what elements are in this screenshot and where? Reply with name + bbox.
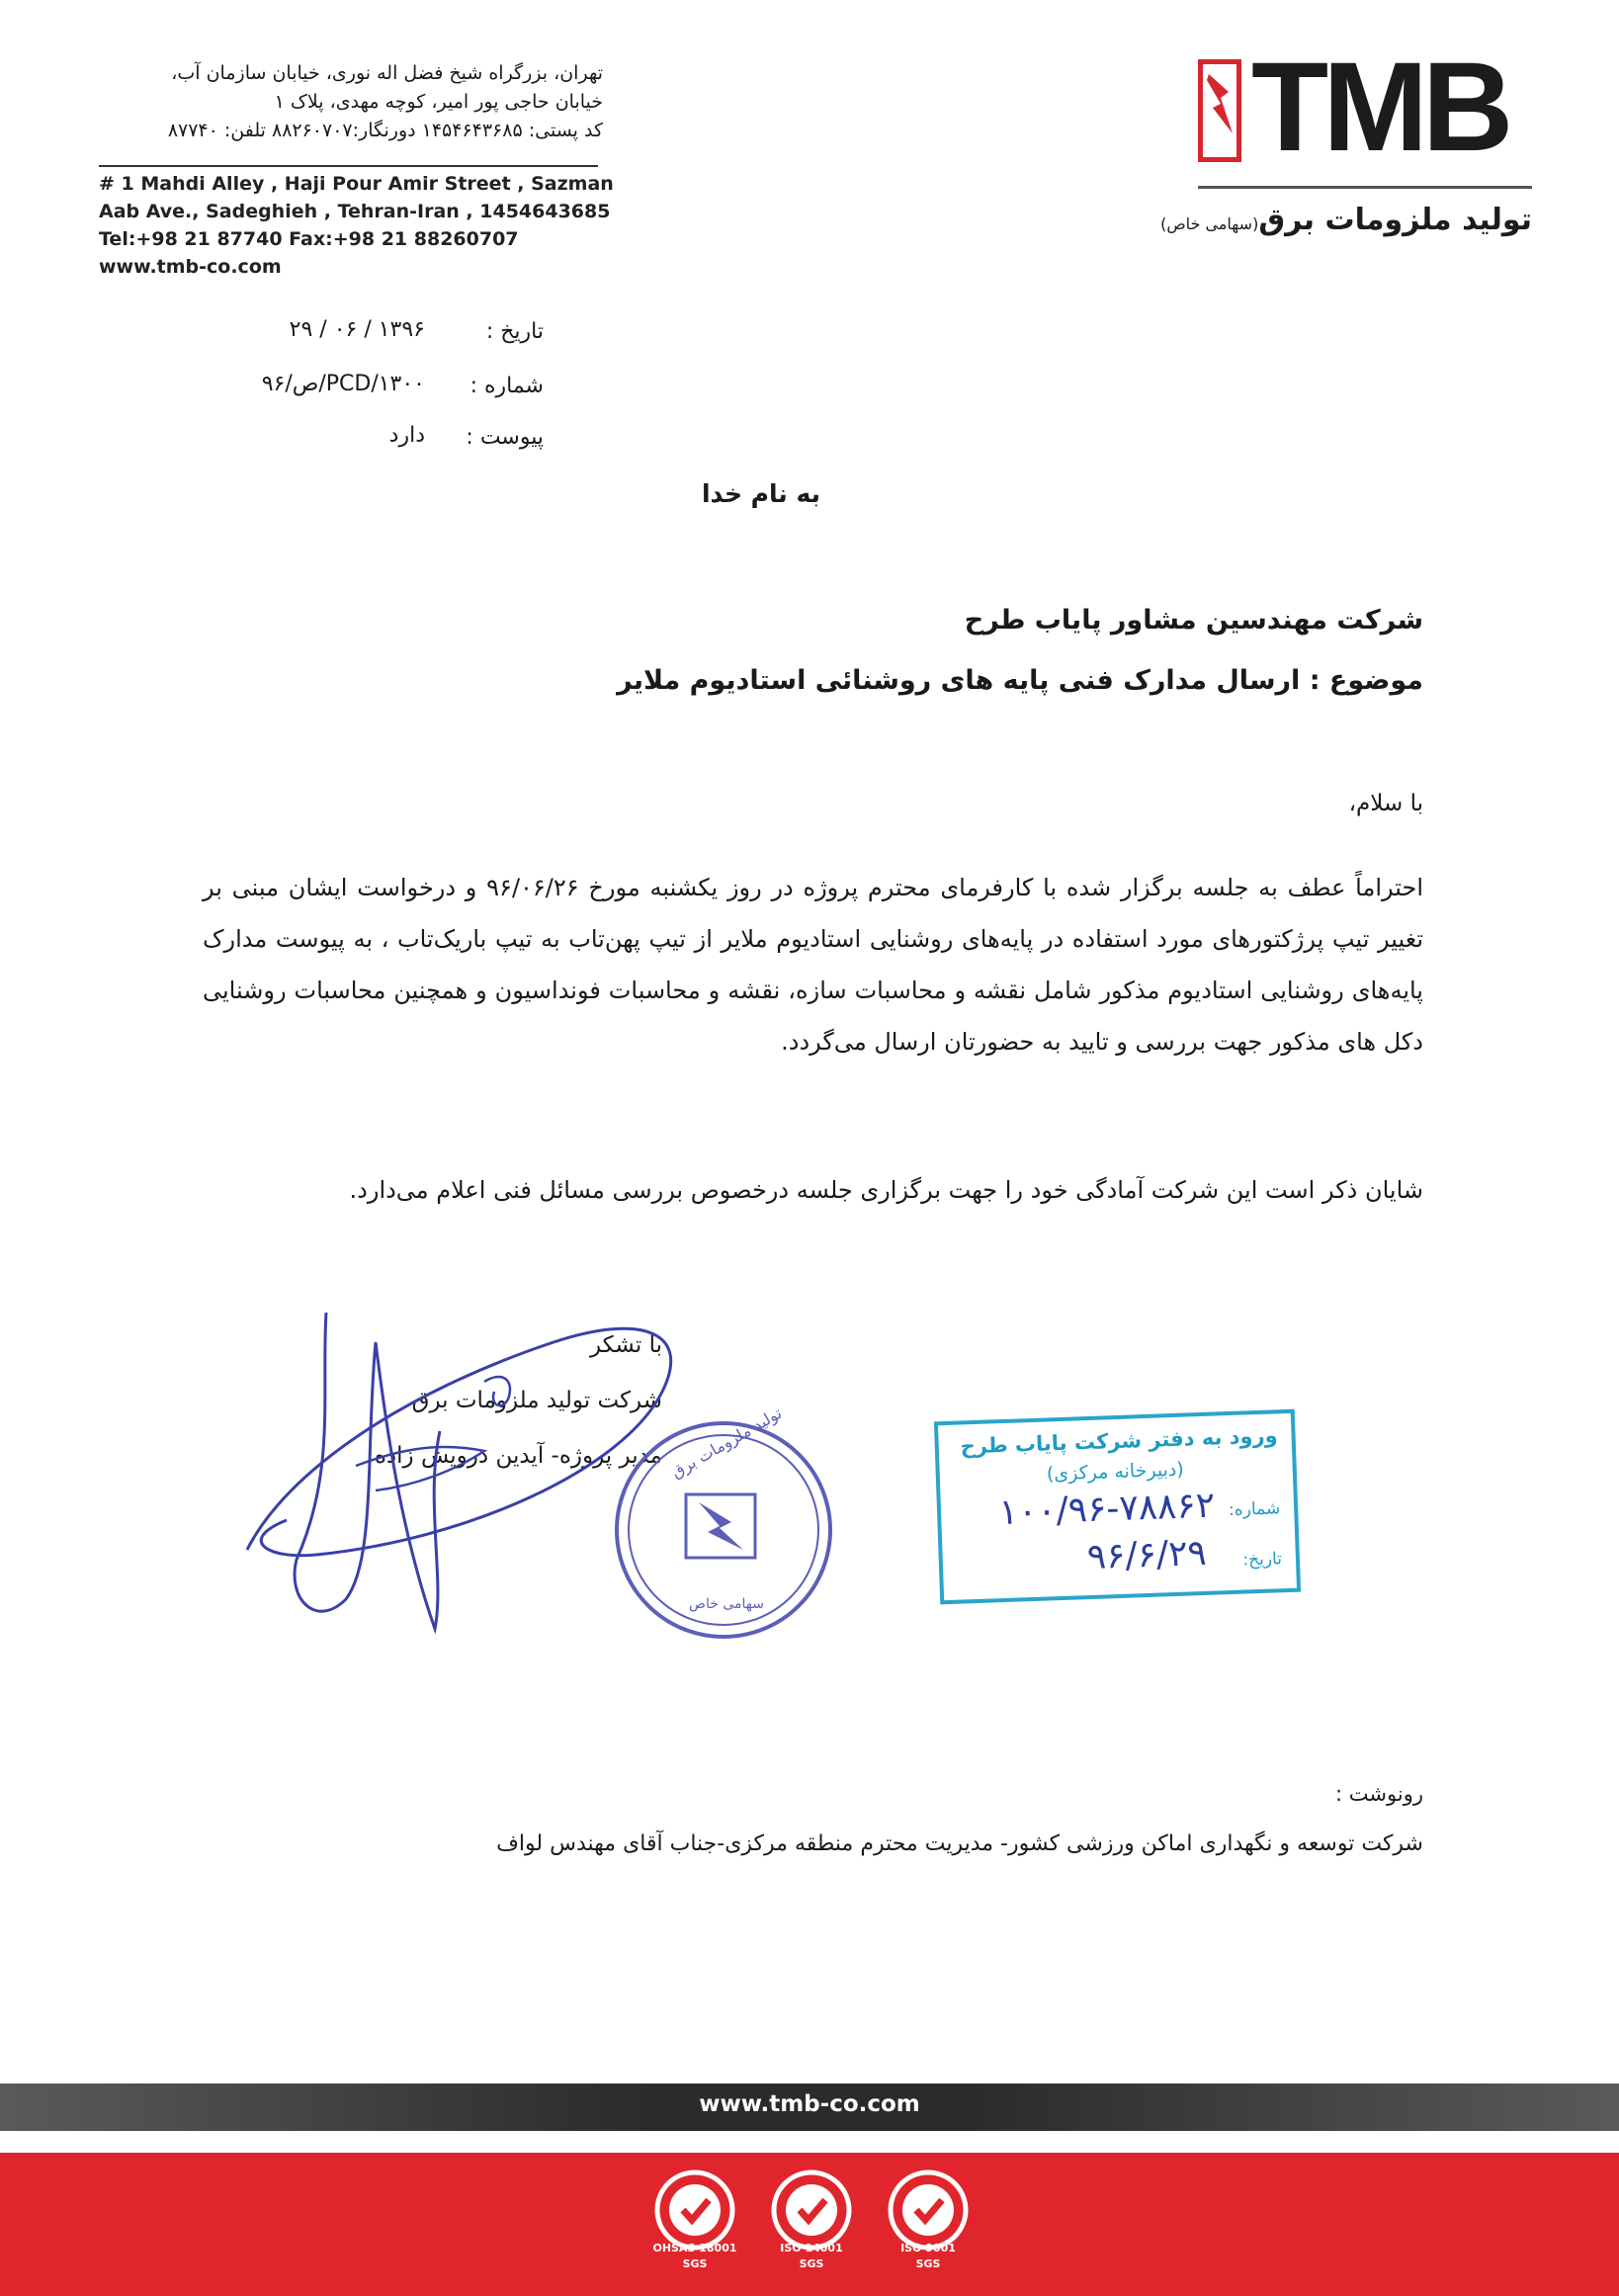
body-paragraph: شایان ذکر است این شرکت آمادگی خود را جهت برگزاری جلسه درخصوص بررسی مسائل فنی اعلام می‌دارد. <box>349 1176 1423 1204</box>
received-date-label: تاریخ: <box>1242 1549 1283 1571</box>
seal-text: تولید ملزومات برق <box>667 1403 786 1483</box>
certification-body: SGS <box>915 2257 941 2270</box>
tagline-suffix: (سهامی خاص) <box>1160 214 1259 233</box>
english-address-line: Aab Ave., Sadeghieh , Tehran-Iran , 1454643685 <box>99 201 611 222</box>
date-value: ۱۳۹۶ / ۰۶ / ۲۹ <box>289 317 425 342</box>
certification-code: OHSAS 18001 <box>652 2242 737 2254</box>
received-date-value: ۹۶/۶/۲۹ <box>1086 1532 1208 1578</box>
persian-address-line: تهران، بزرگراه شیخ فضل اله نوری، خیابان سازمان آب، <box>171 62 603 84</box>
date-label: تاریخ : <box>485 319 544 344</box>
received-stamp-title: ورود به دفتر شرکت پایاب طرح <box>960 1423 1278 1459</box>
persian-address <box>89 59 603 145</box>
received-stamp-subtitle: (دبیرخانه مرکزی) <box>1046 1458 1185 1486</box>
certification-code: ISO 14001 <box>780 2242 843 2254</box>
tagline-text: تولید ملزومات برق <box>1258 203 1532 237</box>
company-logo: TMB <box>1251 37 1508 178</box>
attachment-label: پیوست : <box>466 425 544 450</box>
number-label: شماره : <box>469 374 544 398</box>
recipient-name: شرکت مهندسین مشاور پایاب طرح <box>964 605 1423 636</box>
persian-address-line: خیابان حاجی پور امیر، کوچه مهدی، پلاک ۱ <box>274 91 603 113</box>
company-tagline <box>1160 203 1532 237</box>
persian-address-line: کد پستی: ۱۴۵۴۶۴۳۶۸۵ دورنگار:۸۸۲۶۰۷۰۷ تلفن: ۸۷۷۴۰ <box>167 120 603 141</box>
website-link[interactable]: www.tmb-co.com <box>99 256 282 278</box>
received-number-label: شماره: <box>1228 1498 1281 1521</box>
certification-body: SGS <box>799 2257 824 2270</box>
certification-code: ISO 9001 <box>900 2242 956 2254</box>
certification-body: SGS <box>682 2257 708 2270</box>
attachment-value: دارد <box>388 423 425 448</box>
body-paragraph: احتراماً عطف به جلسه برگزار شده با کارفرمای محترم پروژه در روز یکشنبه مورخ ۹۶/۰۶/۲۶ و درخواست ایشان مبنی بر تغییر تیپ پرژکتورهای مورد استفاده در پایه‌های روشنایی استادیوم ملایر از تیپ پهن‌تاب به تیپ باریک‌تاب ، به پیوست مدارک پایه‌های روشنایی استادیوم مذکور شامل نقشه و محاسبات سازه، نقشه و محاسبات فونداسیون و همچنین محاسبات روشنایی دکل های مذکور جهت بررسی و تایید به حضورتان ارسال می‌گردد. <box>203 874 1423 1056</box>
sender-company: شرکت تولید ملزومات برق <box>411 1388 662 1413</box>
footer-website-link[interactable]: www.tmb-co.com <box>699 2091 920 2117</box>
cc-label: رونوشت : <box>1335 1782 1423 1806</box>
english-address-line: Tel:+98 21 87740 Fax:+98 21 88260707 <box>99 228 519 250</box>
seal-subtext: سهامی خاص <box>689 1596 764 1612</box>
bismillah-heading: به نام خدا <box>701 479 821 508</box>
number-value: PCD/۱۳۰۰/ص/۹۶ <box>261 372 425 396</box>
cc-recipient: شرکت توسعه و نگهداری اماکن ورزشی کشور- مدیریت محترم منطقه مرکزی-جناب آقای مهندس لواف <box>496 1831 1423 1856</box>
english-address <box>99 170 613 281</box>
lightning-bolt-icon <box>1198 59 1241 162</box>
letter-subject: موضوع : ارسال مدارک فنی پایه های روشنائی استادیوم ملایر <box>617 665 1423 696</box>
sender-name: مدیر پروژه- آیدین درویش زاده <box>374 1443 662 1469</box>
logo-divider <box>1198 186 1532 189</box>
address-divider <box>99 165 598 167</box>
closing-text: با تشکر <box>589 1332 662 1358</box>
received-number-value: ۱۰۰/۹۶-۷۸۸۶۲ <box>997 1485 1216 1534</box>
received-stamp <box>934 1409 1301 1605</box>
greeting: با سلام، <box>1348 791 1423 816</box>
english-address-line: # 1 Mahdi Alley , Haji Pour Amir Street , Sazman <box>99 173 614 195</box>
